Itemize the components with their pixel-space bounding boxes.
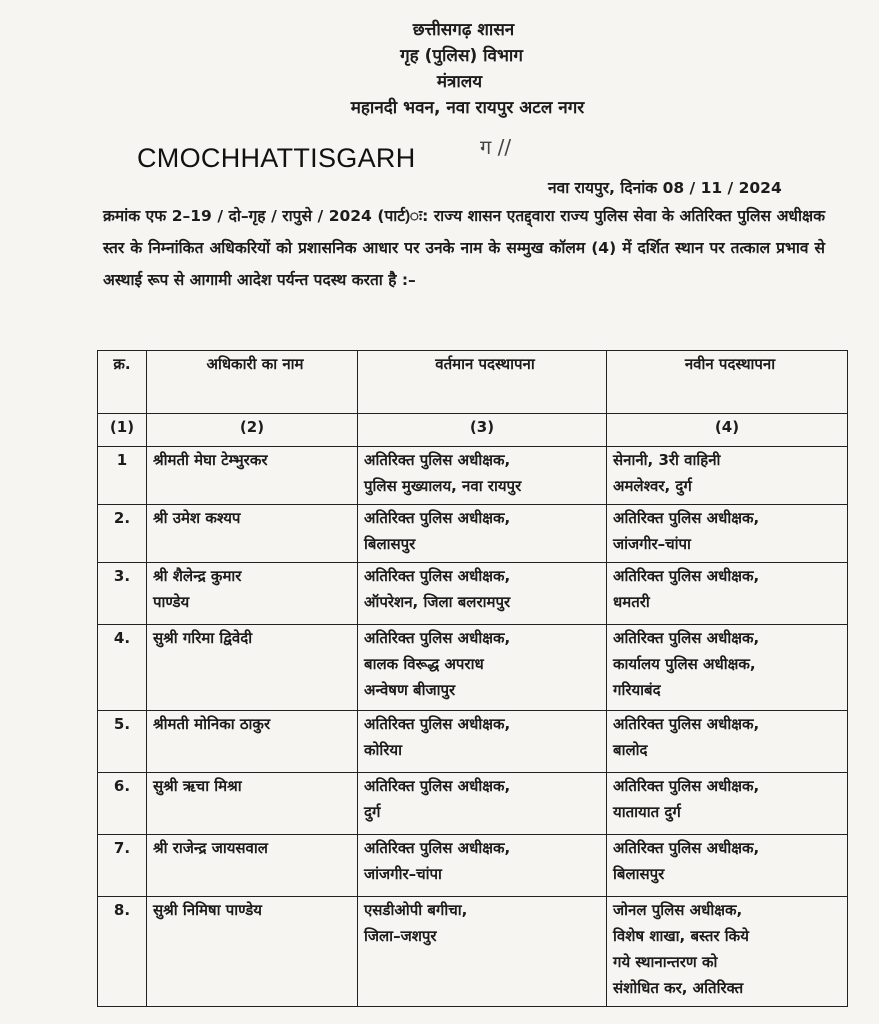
new-posting-line: विशेष शाखा, बस्तर किये	[613, 927, 749, 945]
new-posting-line: अतिरिक्त पुलिस अधीक्षक,	[613, 567, 760, 585]
officer-name-line: श्री शैलेन्द्र कुमार	[153, 567, 242, 585]
new-posting-cell	[607, 711, 848, 773]
new-posting-cell	[607, 625, 848, 711]
new-posting-line: सेनानी, 3री वाहिनी	[613, 451, 721, 469]
officer-name-cell	[147, 711, 358, 773]
serial-cell: 7.	[98, 835, 147, 897]
colnum-2: (2)	[147, 414, 358, 447]
officer-name-cell	[147, 505, 358, 563]
table-row	[98, 897, 848, 1007]
table-row	[98, 773, 848, 835]
new-posting-line: जोनल पुलिस अधीक्षक,	[613, 901, 743, 919]
current-posting-cell	[358, 711, 607, 773]
current-posting-line: अतिरिक्त पुलिस अधीक्षक,	[364, 715, 511, 733]
current-posting-cell	[358, 447, 607, 505]
header-serial: क्र.	[98, 351, 147, 414]
new-posting-cell	[607, 447, 848, 505]
current-posting-line: जिला–जशपुर	[364, 927, 437, 945]
current-posting-line: अतिरिक्त पुलिस अधीक्षक,	[364, 509, 511, 527]
current-posting-cell	[358, 773, 607, 835]
current-posting-line: अतिरिक्त पुलिस अधीक्षक,	[364, 777, 511, 795]
colnum-3: (3)	[358, 414, 607, 447]
new-posting-line: धमतरी	[613, 593, 650, 611]
current-posting-line: अन्वेषण बीजापुर	[364, 681, 456, 699]
officer-name-line: सुश्री ऋचा मिश्रा	[153, 777, 242, 795]
current-posting-cell	[358, 835, 607, 897]
current-posting-line: दुर्ग	[364, 803, 381, 821]
colnum-4: (4)	[607, 414, 848, 447]
new-posting-cell	[607, 505, 848, 563]
serial-cell: 4.	[98, 625, 147, 711]
officer-name-cell	[147, 897, 358, 1007]
officer-name-cell	[147, 625, 358, 711]
current-posting-line: अतिरिक्त पुलिस अधीक्षक,	[364, 629, 511, 647]
serial-cell: 5.	[98, 711, 147, 773]
new-posting-line: बिलासपुर	[613, 865, 665, 883]
new-posting-line: अतिरिक्त पुलिस अधीक्षक,	[613, 629, 760, 647]
new-posting-line: बालोद	[613, 741, 648, 759]
current-posting-cell	[358, 505, 607, 563]
new-posting-cell	[607, 773, 848, 835]
header-officer-name: अधिकारी का नाम	[147, 351, 358, 414]
handwritten-mark: ग //	[480, 135, 512, 159]
new-posting-line: अमलेश्वर, दुर्ग	[613, 477, 692, 495]
table-header-row	[98, 351, 848, 414]
new-posting-cell	[607, 835, 848, 897]
colnum-1: (1)	[98, 414, 147, 447]
new-posting-line: जांजगीर–चांपा	[613, 535, 691, 553]
new-posting-line: अतिरिक्त पुलिस अधीक्षक,	[613, 715, 760, 733]
watermark-text: CMOCHHATTISGARH	[137, 143, 416, 173]
serial-cell: 6.	[98, 773, 147, 835]
current-posting-line: एसडीओपी बगीचा,	[364, 901, 468, 919]
current-posting-line: बिलासपुर	[364, 535, 416, 553]
current-posting-line: अतिरिक्त पुलिस अधीक्षक,	[364, 839, 511, 857]
current-posting-line: पुलिस मुख्यालय, नवा रायपुर	[364, 477, 522, 495]
serial-cell: 3.	[98, 563, 147, 625]
current-posting-line: जांजगीर–चांपा	[364, 865, 442, 883]
header-current-posting: वर्तमान पदस्थापना	[358, 351, 607, 414]
place-date: नवा रायपुर, दिनांक 08 / 11 / 2024	[548, 179, 782, 197]
table-row	[98, 835, 848, 897]
officer-name-line: सुश्री निमिषा पाण्डेय	[153, 901, 262, 919]
table-row	[98, 505, 848, 563]
department-title: गृह (पुलिस) विभाग	[400, 46, 523, 66]
postings-table	[97, 350, 848, 1007]
officer-name-cell	[147, 447, 358, 505]
ministry-title: मंत्रालय	[436, 72, 483, 92]
table-row	[98, 447, 848, 505]
officer-name-cell	[147, 773, 358, 835]
current-posting-cell	[358, 897, 607, 1007]
new-posting-line: अतिरिक्त पुलिस अधीक्षक,	[613, 777, 760, 795]
new-posting-line: कार्यालय पुलिस अधीक्षक,	[613, 655, 756, 673]
current-posting-cell	[358, 563, 607, 625]
officer-name-line: श्रीमती मोनिका ठाकुर	[153, 715, 271, 733]
new-posting-line: अतिरिक्त पुलिस अधीक्षक,	[613, 509, 760, 527]
serial-cell: 1	[98, 447, 147, 505]
new-posting-line: गरियाबंद	[613, 681, 661, 699]
officer-name-line: श्री उमेश कश्यप	[153, 509, 241, 527]
table-row	[98, 711, 848, 773]
column-number-row	[98, 414, 848, 447]
new-posting-cell	[607, 563, 848, 625]
table-row	[98, 563, 848, 625]
current-posting-line: ऑपरेशन, जिला बलरामपुर	[364, 593, 511, 611]
new-posting-cell	[607, 897, 848, 1007]
govt-title: छत्तीसगढ़ शासन	[412, 20, 515, 40]
order-paragraph: क्रमांक एफ 2–19 / दो–गृह / रापुसे / 2024 (पार्ट)ः: राज्य शासन एतद्द्वारा राज्य पुलिस सेवा के अतिरिक्त पुलिस अधीक्षक स्तर के निम्नांकित अधिकरियों को प्रशासनिक आधार पर उनके नाम के सम्मुख कॉलम (4) में दर्शित स्थान पर तत्काल प्रभाव से अस्थाई रूप से आगामी आदेश पर्यन्त पदस्थ करता है :–	[103, 207, 825, 289]
office-address: महानदी भवन, नवा रायपुर अटल नगर	[350, 98, 585, 118]
current-posting-line: कोरिया	[364, 741, 403, 759]
officer-name-line: श्री राजेन्द्र जायसवाल	[153, 839, 268, 857]
officer-name-cell	[147, 563, 358, 625]
serial-cell: 8.	[98, 897, 147, 1007]
officer-name-cell	[147, 835, 358, 897]
new-posting-line: यातायात दुर्ग	[613, 803, 681, 821]
officer-name-line: श्रीमती मेघा टेम्भुरकर	[153, 451, 268, 469]
table-row	[98, 625, 848, 711]
officer-name-line: सुश्री गरिमा द्विवेदी	[153, 629, 253, 647]
current-posting-line: बालक विरूद्ध अपराध	[364, 655, 484, 673]
new-posting-line: अतिरिक्त पुलिस अधीक्षक,	[613, 839, 760, 857]
new-posting-line: गये स्थानान्तरण को	[613, 953, 718, 971]
current-posting-line: अतिरिक्त पुलिस अधीक्षक,	[364, 451, 511, 469]
current-posting-cell	[358, 625, 607, 711]
current-posting-line: अतिरिक्त पुलिस अधीक्षक,	[364, 567, 511, 585]
new-posting-line: संशोधित कर, अतिरिक्त	[613, 979, 744, 997]
serial-cell: 2.	[98, 505, 147, 563]
header-new-posting: नवीन पदस्थापना	[607, 351, 848, 414]
officer-name-line: पाण्डेय	[153, 593, 190, 611]
